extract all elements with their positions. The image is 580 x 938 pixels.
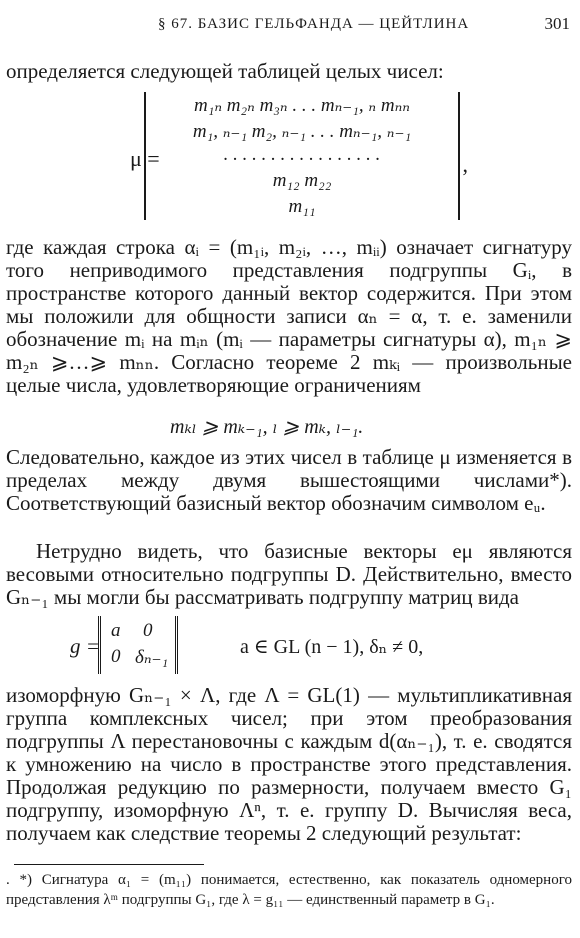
footnote: . *) Сигнатура α₁ = (m₁₁) понимается, естественно, как показатель одномерного представления λᵐ подгруппы G₁, где λ = g₁₁ — единственный параметр в G₁. [6, 872, 572, 908]
inequality-formula: mₖₗ ⩾ mₖ₋₁, ₗ ⩾ mₖ, ₗ₋₁. [170, 416, 364, 438]
page-number: 301 [544, 14, 570, 33]
paragraph-consequently: Следовательно, каждое из этих чисел в таблице μ изменяется в пределах между двумя вышестоящими числами*). Соответствующий базисный вектор обозначим символом eᵤ. [6, 445, 572, 515]
matrix-row-5: m₁₁ [288, 196, 316, 217]
mu-matrix [130, 92, 468, 226]
footnote-divider [14, 864, 204, 865]
g-matrix-bars [98, 616, 178, 674]
matrix-row-2: m₁, ₙ₋₁ m₂, ₙ₋₁ . . . mₙ₋₁, ₙ₋₁ [192, 121, 412, 142]
g-cell-22: δₙ₋₁ [135, 647, 169, 668]
g-label: g = [70, 634, 100, 658]
g-condition: a ∈ GL (n − 1), δₙ ≠ 0, [240, 636, 424, 658]
paragraph-signature: где каждая строка αᵢ = (m₁ᵢ, m₂ᵢ, …, mᵢᵢ) означает сигнатуру того неприводимого представления подгруппы Gᵢ, в пространстве которого данный вектор содержится. При этом мы положили для общности записи αₙ = α, т. е. заменили обозначение mᵢ на mᵢₙ (mᵢ — параметры сигнатуры α), m₁ₙ ⩾ m₂ₙ ⩾…⩾ mₙₙ. Согласно теореме 2 mₖᵢ — произвольные целые числа, удовлетворяющие ограничениям [6, 235, 572, 397]
matrix-left-bracket [144, 92, 154, 220]
g-cell-11: a [111, 620, 121, 641]
section-title: § 67. БАЗИС ГЕЛЬФАНДА — ЦЕЙТЛИНА [158, 16, 470, 32]
matrix-label: μ = [130, 146, 160, 171]
g-matrix-formula [70, 616, 490, 674]
g-cell-12: 0 [143, 620, 153, 641]
running-header [0, 14, 580, 38]
paragraph-intro: определяется следующей таблицей целых чисел: [6, 59, 444, 83]
g-cell-21: 0 [111, 646, 121, 667]
paragraph-isomorphic: изоморфную Gₙ₋₁ × Λ, где Λ = GL(1) — мультипликативная группа комплексных чисел; при этом преобразования подгруппы Λ перестановочны с каждым d(αₙ₋₁), т. е. сводятся к умножению на число в пространстве этого представления. Продолжая редукцию по размерности, получаем вместо G₁ подгруппу, изоморфную Λⁿ, т. е. группу D. Вычисляя веса, получаем как следствие теоремы 2 следующий результат: [6, 683, 572, 845]
matrix-row-4: m₁₂ m₂₂ [272, 170, 332, 191]
paragraph-weights: Нетрудно видеть, что базисные векторы eμ являются весовыми относительно подгруппы D. Действительно, вместо Gₙ₋₁ мы могли бы рассматривать подгруппу матриц вида [6, 539, 572, 609]
matrix-row-3: . . . . . . . . . . . . . . . . . [223, 144, 381, 165]
matrix-trailing-comma: , [462, 152, 468, 177]
matrix-row-1: m₁ₙ m₂ₙ m₃ₙ . . . mₙ₋₁, ₙ mₙₙ [194, 95, 410, 116]
matrix-right-bracket [450, 92, 460, 220]
